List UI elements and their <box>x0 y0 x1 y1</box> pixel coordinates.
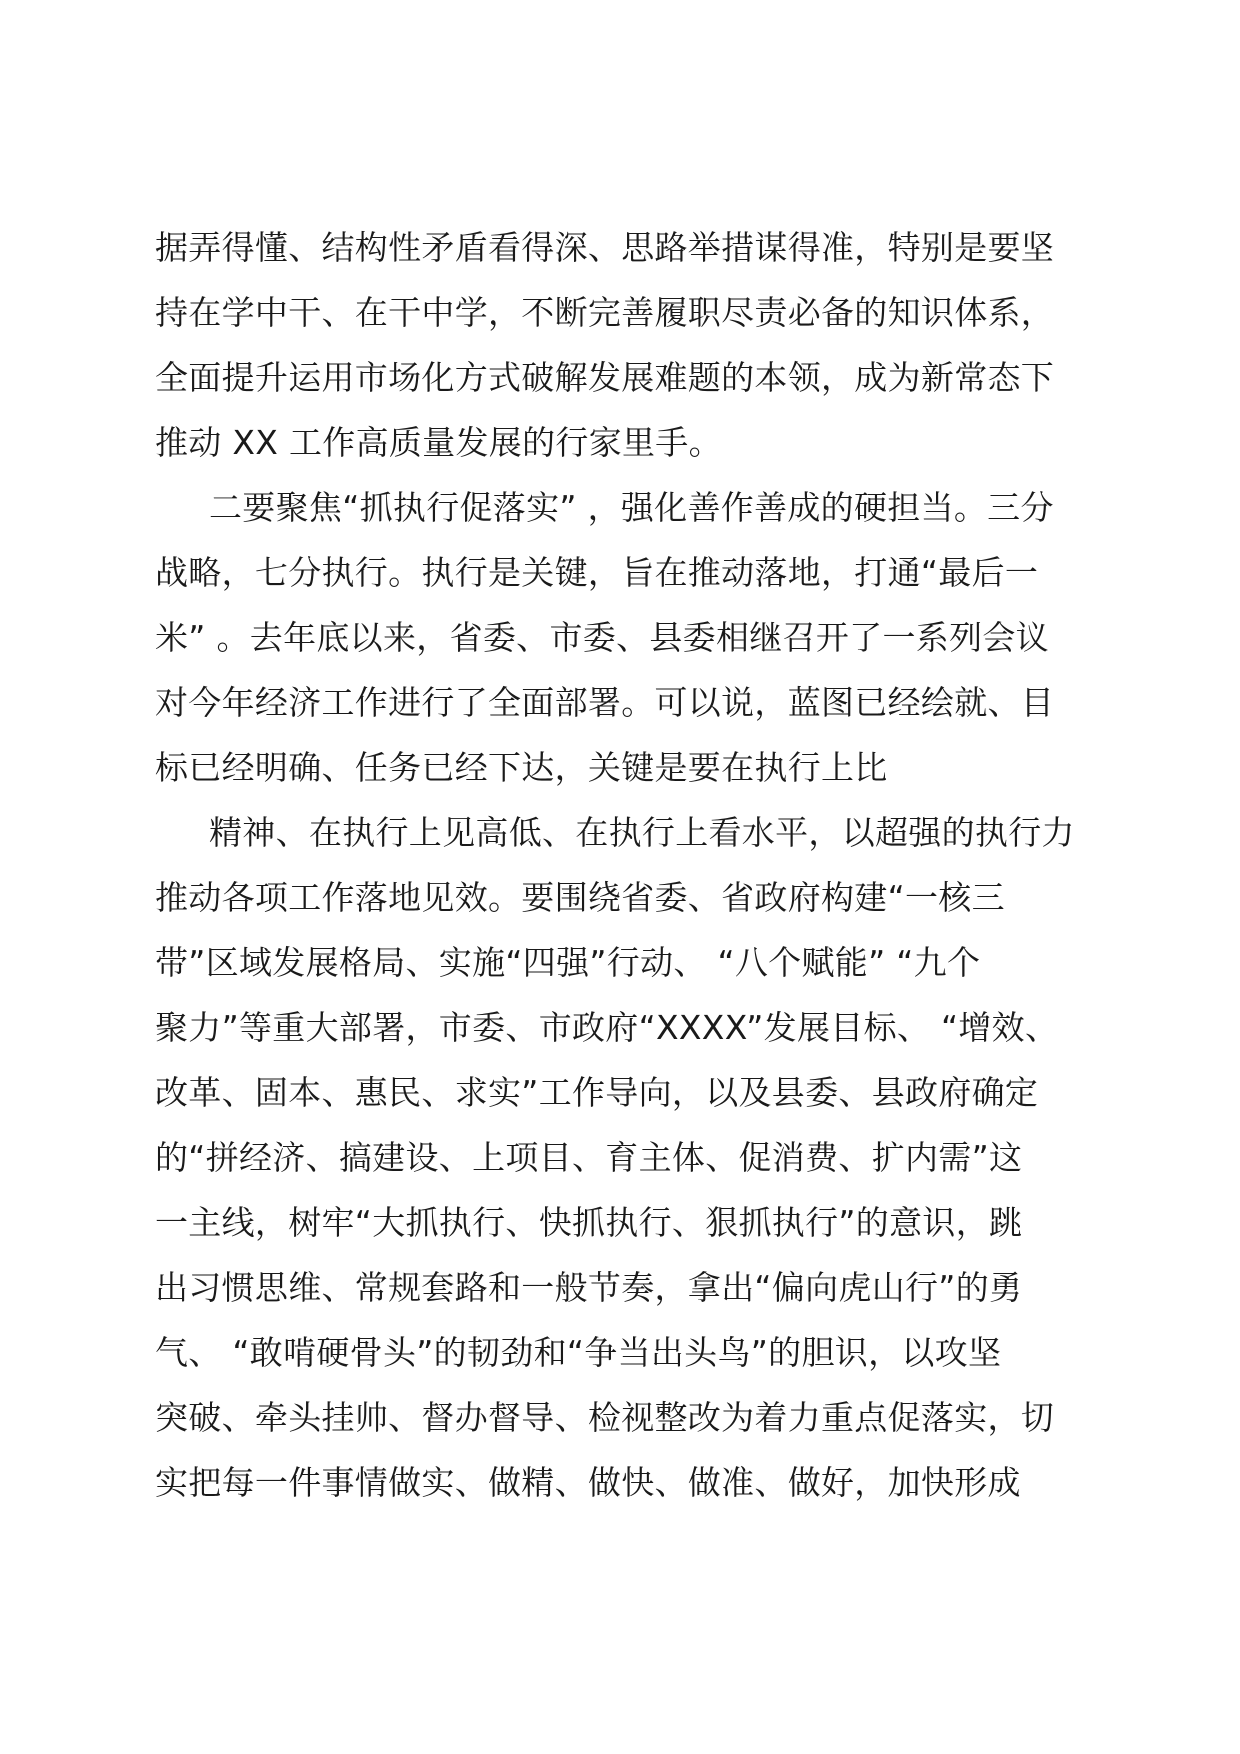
text-line: 改革、固本、惠民、求实”工作导向，以及县委、县政府确定 <box>155 1073 1039 1112</box>
paragraph-start-line: 二要聚焦“抓执行促落实” ，强化善作善成的硬担当。三分 <box>209 488 1054 527</box>
text-line: 实把每一件事情做实、做精、做快、做准、做好，加快形成 <box>155 1463 1021 1502</box>
text-line: 一主线，树牢“大抓执行、快抓执行、狠抓执行”的意识，跳 <box>155 1203 1023 1242</box>
text-line: 持在学中干、在干中学，不断完善履职尽责必备的知识体系， <box>155 293 1055 332</box>
text-line: 的“拼经济、搞建设、上项目、育主体、促消费、扩内需”这 <box>155 1138 1023 1177</box>
text-line: 标已经明确、任务已经下达，关键是要在执行上比 <box>155 748 888 787</box>
text-line: 气、 “敢啃硬骨头”的韧劲和“争当出头鸟”的胆识，以攻坚 <box>155 1333 1002 1372</box>
text-line: 聚力”等重大部署，市委、市政府“XXXX”发展目标、 “增效、 <box>155 1008 1059 1047</box>
text-line: 全面提升运用市场化方式破解发展难题的本领，成为新常态下 <box>155 358 1055 397</box>
paragraph-start-line: 精神、在执行上见高低、在执行上看水平，以超强的执行力 <box>209 813 1075 852</box>
text-line: 推动各项工作落地见效。要围绕省委、省政府构建“一核三 <box>155 878 1005 917</box>
text-line: 据弄得懂、结构性矛盾看得深、思路举措谋得准，特别是要坚 <box>155 228 1055 267</box>
text-line: 突破、牵头挂帅、督办督导、检视整改为着力重点促落实，切 <box>155 1398 1055 1437</box>
text-line: 出习惯思维、常规套路和一般节奏，拿出“偏向虎山行”的勇 <box>155 1268 1023 1307</box>
text-line: 推动 XX 工作高质量发展的行家里手。 <box>155 423 722 462</box>
body-text <box>155 215 1095 1515</box>
text-line: 战略，七分执行。执行是关键，旨在推动落地，打通“最后一 <box>155 553 1039 592</box>
text-line: 带”区域发展格局、实施“四强”行动、 “八个赋能” “九个 <box>155 943 981 982</box>
text-line: 米” 。去年底以来，省委、市委、县委相继召开了一系列会议 <box>155 618 1049 657</box>
text-line: 对今年经济工作进行了全面部署。可以说，蓝图已经绘就、目 <box>155 683 1055 722</box>
